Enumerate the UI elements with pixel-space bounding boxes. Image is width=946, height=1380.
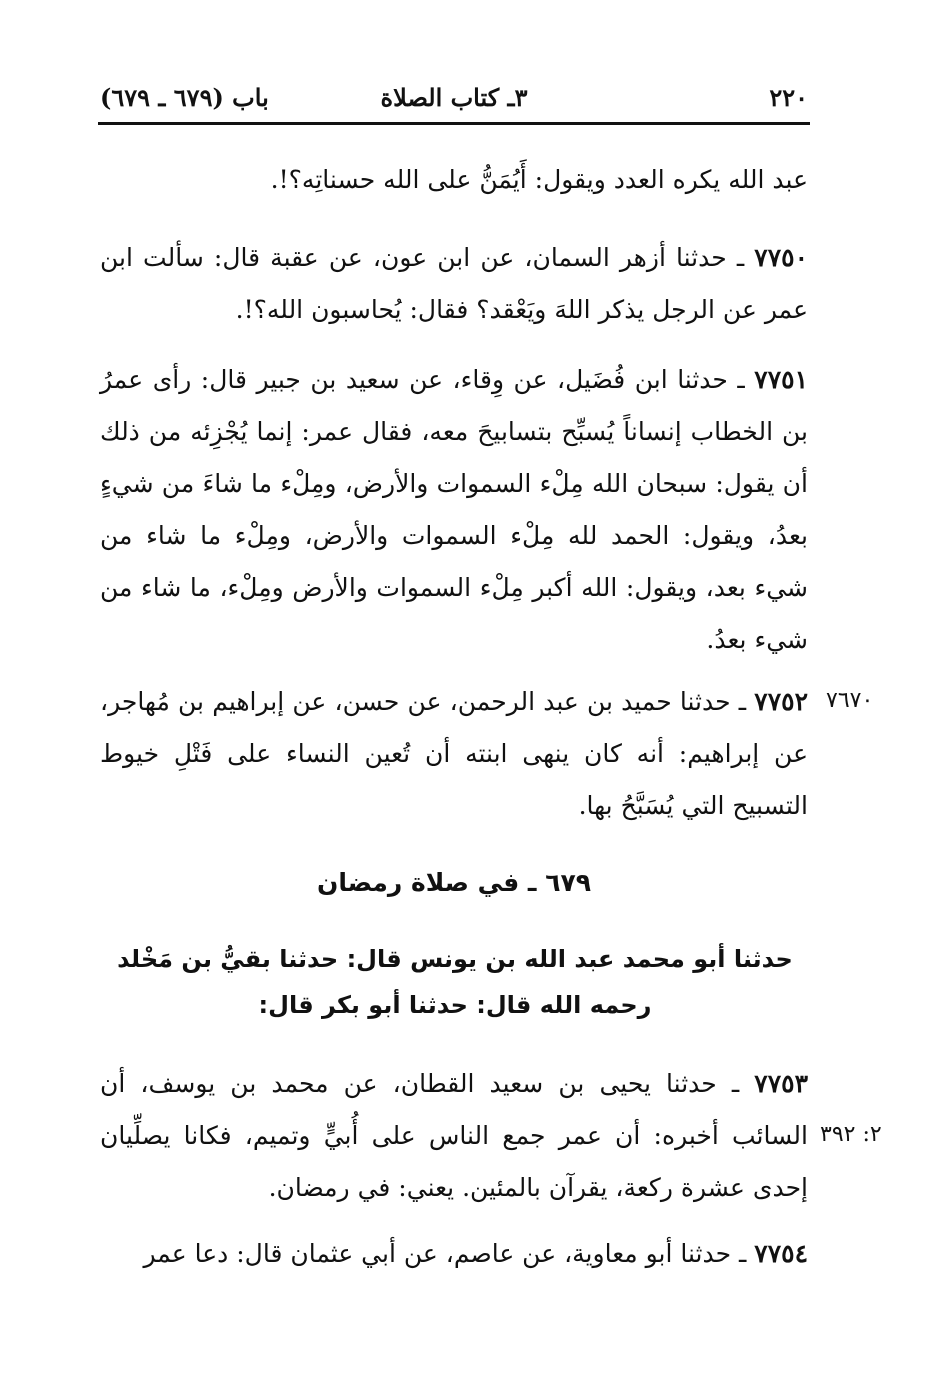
hadith-text: ـ حدثنا حميد بن عبد الرحمن، عن حسن، عن إبراهيم بن مُهاجر، عن إبراهيم: أنه كان ينهى ابنته أن تُعين النساء على فَتْلِ خيوط التسبيح التي يُسَبَّحُ بها.	[100, 687, 808, 820]
hadith-7750	[100, 232, 808, 336]
hadith-number: ٧٧٥٠	[754, 243, 808, 272]
book-title: ٣ـ كتاب الصلاة	[380, 83, 528, 112]
hadith-7752	[100, 676, 808, 832]
section-heading: ٦٧٩ ـ في صلاة رمضان	[317, 868, 591, 897]
hadith-text: ـ حدثنا يحيى بن سعيد القطان، عن محمد بن يوسف، أن السائب أخبره: أن عمر جمع الناس على أُبيٍّ وتميم، فكانا يصلِّيان إحدى عشرة ركعة، يقرآن بالمئين. يعني: في رمضان.	[100, 1069, 808, 1202]
paragraph-text: عبد الله يكره العدد ويقول: أَيُمَنُّ على الله حسناتِه؟!.	[270, 165, 808, 194]
running-header	[100, 80, 808, 116]
hadith-7754	[100, 1228, 808, 1280]
margin-note-7670: ٧٦٧٠	[826, 688, 874, 713]
hadith-7753	[100, 1058, 808, 1214]
page-number: ٢٢٠	[769, 83, 808, 112]
isnad-line: حدثنا أبو محمد عبد الله بن يونس قال: حدثنا بقيُّ بن مَخْلد رحمه الله قال: حدثنا أبو بكر قال:	[117, 945, 793, 1019]
hadith-number: ٧٧٥٤	[754, 1239, 808, 1268]
hadith-number: ٧٧٥١	[754, 365, 808, 394]
hadith-text: ـ حدثنا أبو معاوية، عن عاصم، عن أبي عثمان قال: دعا عمر	[143, 1239, 755, 1268]
chapter-range: باب (٦٧٩ ـ ٦٧٩)	[100, 83, 269, 112]
hadith-7751	[100, 354, 808, 666]
header-rule	[98, 122, 810, 125]
hadith-number: ٧٧٥٣	[754, 1069, 808, 1098]
hadith-number: ٧٧٥٢	[754, 687, 808, 716]
paragraph-continuation	[100, 154, 808, 206]
hadith-text: ـ حدثنا أزهر السمان، عن ابن عون، عن عقبة قال: سألت ابن عمر عن الرجل يذكر اللهَ ويَعْقد؟ فقال: يُحاسبون الله؟!.	[100, 243, 808, 324]
margin-note-volume: ٢: ٣٩٢	[820, 1122, 882, 1147]
hadith-text: ـ حدثنا ابن فُضَيل، عن وِقاء، عن سعيد بن جبير قال: رأى عمرُ بن الخطاب إنساناً يُسبِّح بتسابيحَ معه، فقال عمر: إنما يُجْزِئه من ذلك أن يقول: سبحان الله مِلْء السموات والأرض، ومِلْء ما شاءَ من شيءٍ بعدُ، ويقول: الحمد لله مِلْء السموات والأرض، ومِلْء ما شاء من شيء بعد، ويقول: الله أكبر مِلْء السموات والأرض ومِلْء، ما شاء من شيء بعدُ.	[100, 365, 808, 654]
